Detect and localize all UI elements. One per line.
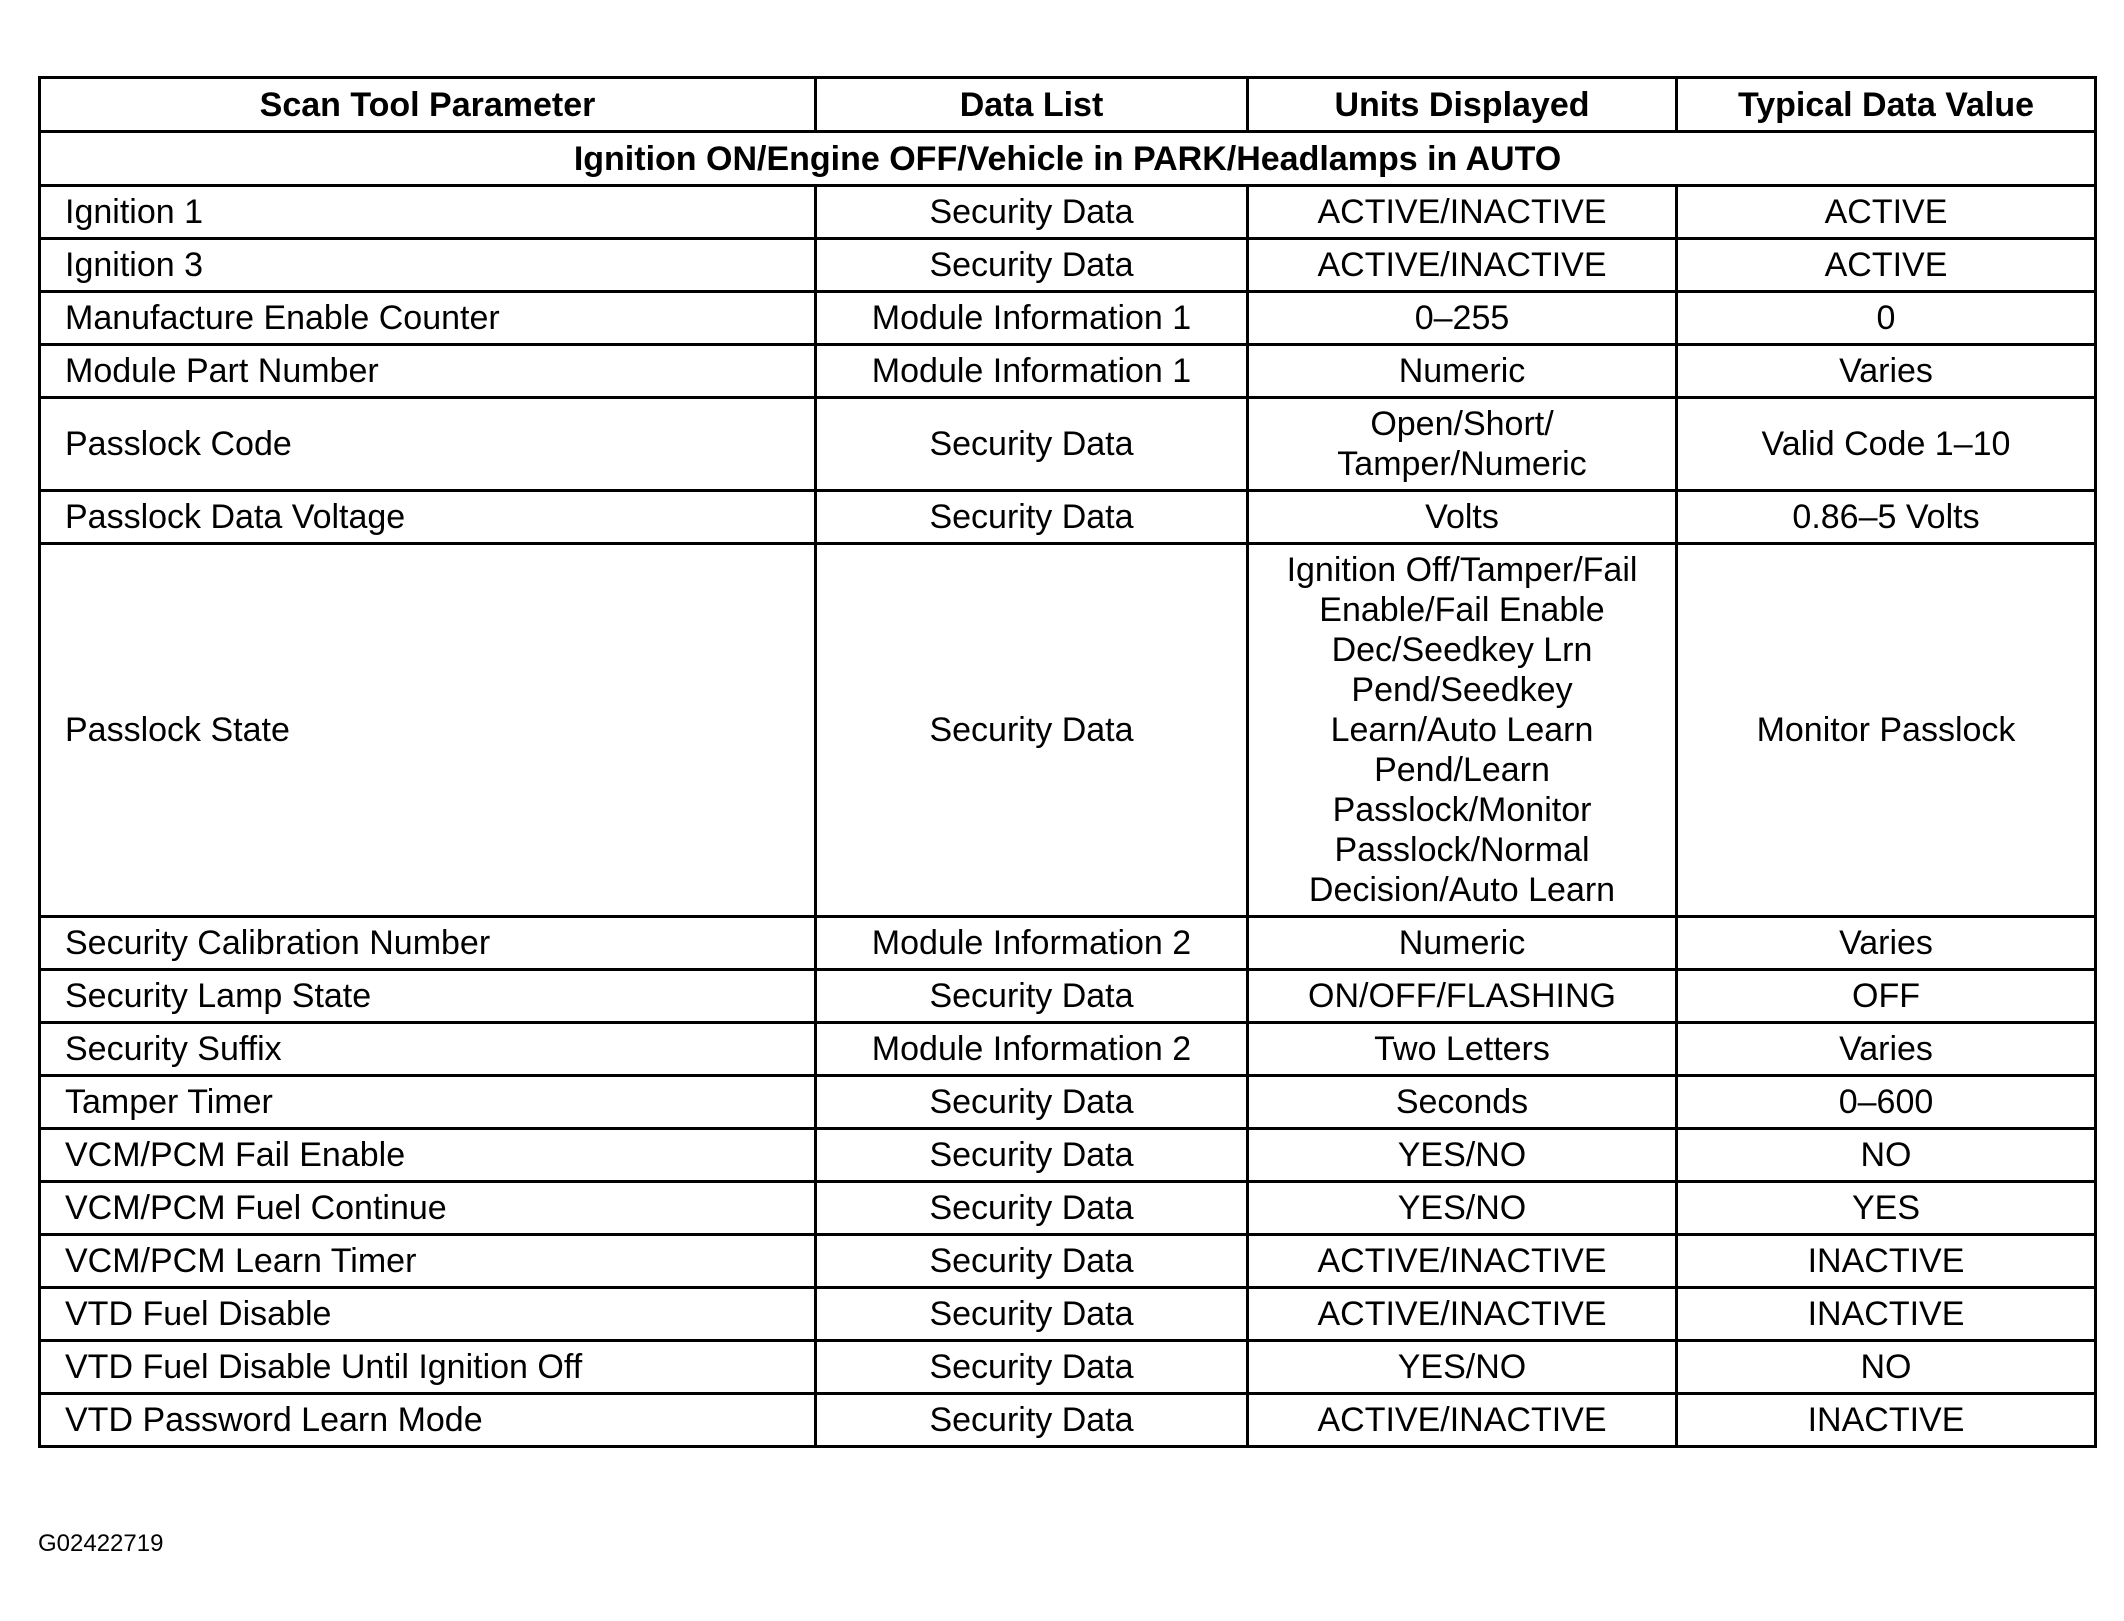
units-line: Ignition Off/Tamper/Fail	[1286, 551, 1638, 589]
data-list-cell: Security Data	[816, 1394, 1248, 1447]
units-cell	[1248, 1394, 1677, 1447]
condition-label: Ignition ON/Engine OFF/Vehicle in PARK/Headlamps in AUTO	[40, 132, 2096, 186]
parameter-cell: VTD Fuel Disable Until Ignition Off	[40, 1341, 816, 1394]
data-list-cell: Security Data	[816, 239, 1248, 292]
typical-value-cell: 0	[1677, 292, 2096, 345]
table-row	[40, 1341, 2096, 1394]
units-line: Passlock/Normal	[1334, 831, 1590, 869]
scan-tool-data-table	[38, 76, 2097, 1448]
table-row	[40, 1394, 2096, 1447]
units-cell	[1248, 292, 1677, 345]
data-list-cell: Module Information 2	[816, 1023, 1248, 1076]
data-list-cell: Security Data	[816, 398, 1248, 491]
units-cell	[1248, 1182, 1677, 1235]
units-cell	[1248, 970, 1677, 1023]
parameter-cell: Security Calibration Number	[40, 917, 816, 970]
parameter-cell: Ignition 3	[40, 239, 816, 292]
typical-value-cell: Varies	[1677, 345, 2096, 398]
units-line: ACTIVE/INACTIVE	[1317, 246, 1607, 284]
condition-row	[40, 132, 2096, 186]
data-list-cell: Security Data	[816, 1129, 1248, 1182]
data-list-cell: Security Data	[816, 544, 1248, 917]
typical-value-cell: NO	[1677, 1341, 2096, 1394]
parameter-cell: VTD Password Learn Mode	[40, 1394, 816, 1447]
table-row	[40, 544, 2096, 917]
parameter-cell: VCM/PCM Fail Enable	[40, 1129, 816, 1182]
parameter-cell: VCM/PCM Learn Timer	[40, 1235, 816, 1288]
typical-value-cell: Varies	[1677, 917, 2096, 970]
units-cell	[1248, 1129, 1677, 1182]
table-row	[40, 1076, 2096, 1129]
units-cell	[1248, 1076, 1677, 1129]
typical-value-cell: YES	[1677, 1182, 2096, 1235]
table-row	[40, 1023, 2096, 1076]
typical-value-cell: INACTIVE	[1677, 1235, 2096, 1288]
table-row	[40, 345, 2096, 398]
table-row	[40, 917, 2096, 970]
table-row	[40, 292, 2096, 345]
data-list-cell: Security Data	[816, 1288, 1248, 1341]
table-row	[40, 1288, 2096, 1341]
table-row	[40, 239, 2096, 292]
figure-id: G02422719	[38, 1530, 164, 1557]
table-row	[40, 1129, 2096, 1182]
units-line: Numeric	[1398, 352, 1526, 390]
table-row	[40, 1235, 2096, 1288]
parameter-cell: Ignition 1	[40, 186, 816, 239]
units-line: Two Letters	[1374, 1030, 1550, 1068]
units-line: ACTIVE/INACTIVE	[1317, 1295, 1607, 1333]
units-cell	[1248, 544, 1677, 917]
typical-value-cell: Monitor Passlock	[1677, 544, 2096, 917]
parameter-cell: Security Lamp State	[40, 970, 816, 1023]
units-line: Tamper/Numeric	[1337, 445, 1587, 483]
units-cell	[1248, 1341, 1677, 1394]
data-list-cell: Module Information 1	[816, 345, 1248, 398]
table-row	[40, 970, 2096, 1023]
typical-value-cell: 0.86–5 Volts	[1677, 491, 2096, 544]
header-typical-data-value: Typical Data Value	[1677, 78, 2096, 132]
table-row	[40, 1182, 2096, 1235]
units-line: ACTIVE/INACTIVE	[1317, 193, 1607, 231]
typical-value-cell: NO	[1677, 1129, 2096, 1182]
units-line: Pend/Seedkey	[1351, 671, 1573, 709]
parameter-cell: VCM/PCM Fuel Continue	[40, 1182, 816, 1235]
data-list-cell: Module Information 1	[816, 292, 1248, 345]
table-row	[40, 398, 2096, 491]
units-line: Seconds	[1395, 1083, 1529, 1121]
data-list-cell: Module Information 2	[816, 917, 1248, 970]
units-line: Pend/Learn	[1374, 751, 1550, 789]
data-list-cell: Security Data	[816, 1235, 1248, 1288]
units-cell	[1248, 345, 1677, 398]
data-list-cell: Security Data	[816, 1182, 1248, 1235]
typical-value-cell: OFF	[1677, 970, 2096, 1023]
typical-value-cell: INACTIVE	[1677, 1394, 2096, 1447]
units-line: Enable/Fail Enable	[1319, 591, 1605, 629]
units-line: YES/NO	[1397, 1348, 1527, 1386]
units-line: YES/NO	[1397, 1136, 1527, 1174]
units-cell	[1248, 491, 1677, 544]
typical-value-cell: Valid Code 1–10	[1677, 398, 2096, 491]
header-units-displayed: Units Displayed	[1248, 78, 1677, 132]
parameter-cell: Passlock Data Voltage	[40, 491, 816, 544]
units-cell	[1248, 1288, 1677, 1341]
units-cell	[1248, 1235, 1677, 1288]
units-line: 0–255	[1414, 299, 1510, 337]
parameter-cell: Passlock State	[40, 544, 816, 917]
typical-value-cell: 0–600	[1677, 1076, 2096, 1129]
table-row	[40, 186, 2096, 239]
units-line: ACTIVE/INACTIVE	[1317, 1242, 1607, 1280]
units-line: Volts	[1425, 498, 1499, 536]
parameter-cell: Passlock Code	[40, 398, 816, 491]
units-line: Open/Short/	[1370, 405, 1554, 443]
units-line: Dec/Seedkey Lrn	[1331, 631, 1593, 669]
units-line: YES/NO	[1397, 1189, 1527, 1227]
parameter-cell: Tamper Timer	[40, 1076, 816, 1129]
header-scan-tool-parameter: Scan Tool Parameter	[40, 78, 816, 132]
header-row	[40, 78, 2096, 132]
typical-value-cell: Varies	[1677, 1023, 2096, 1076]
typical-value-cell: ACTIVE	[1677, 239, 2096, 292]
units-line: Decision/Auto Learn	[1308, 871, 1616, 909]
units-cell	[1248, 398, 1677, 491]
parameter-cell: Manufacture Enable Counter	[40, 292, 816, 345]
parameter-cell: VTD Fuel Disable	[40, 1288, 816, 1341]
parameter-cell: Module Part Number	[40, 345, 816, 398]
header-data-list: Data List	[816, 78, 1248, 132]
units-line: ACTIVE/INACTIVE	[1317, 1401, 1607, 1439]
data-list-cell: Security Data	[816, 186, 1248, 239]
data-list-cell: Security Data	[816, 1076, 1248, 1129]
data-list-cell: Security Data	[816, 970, 1248, 1023]
units-cell	[1248, 1023, 1677, 1076]
units-cell	[1248, 917, 1677, 970]
parameter-cell: Security Suffix	[40, 1023, 816, 1076]
data-list-cell: Security Data	[816, 491, 1248, 544]
units-cell	[1248, 239, 1677, 292]
units-line: Learn/Auto Learn	[1330, 711, 1594, 749]
typical-value-cell: INACTIVE	[1677, 1288, 2096, 1341]
units-line: Passlock/Monitor	[1332, 791, 1592, 829]
units-cell	[1248, 186, 1677, 239]
typical-value-cell: ACTIVE	[1677, 186, 2096, 239]
units-line: Numeric	[1398, 924, 1526, 962]
table-row	[40, 491, 2096, 544]
units-line: ON/OFF/FLASHING	[1308, 977, 1616, 1015]
data-list-cell: Security Data	[816, 1341, 1248, 1394]
